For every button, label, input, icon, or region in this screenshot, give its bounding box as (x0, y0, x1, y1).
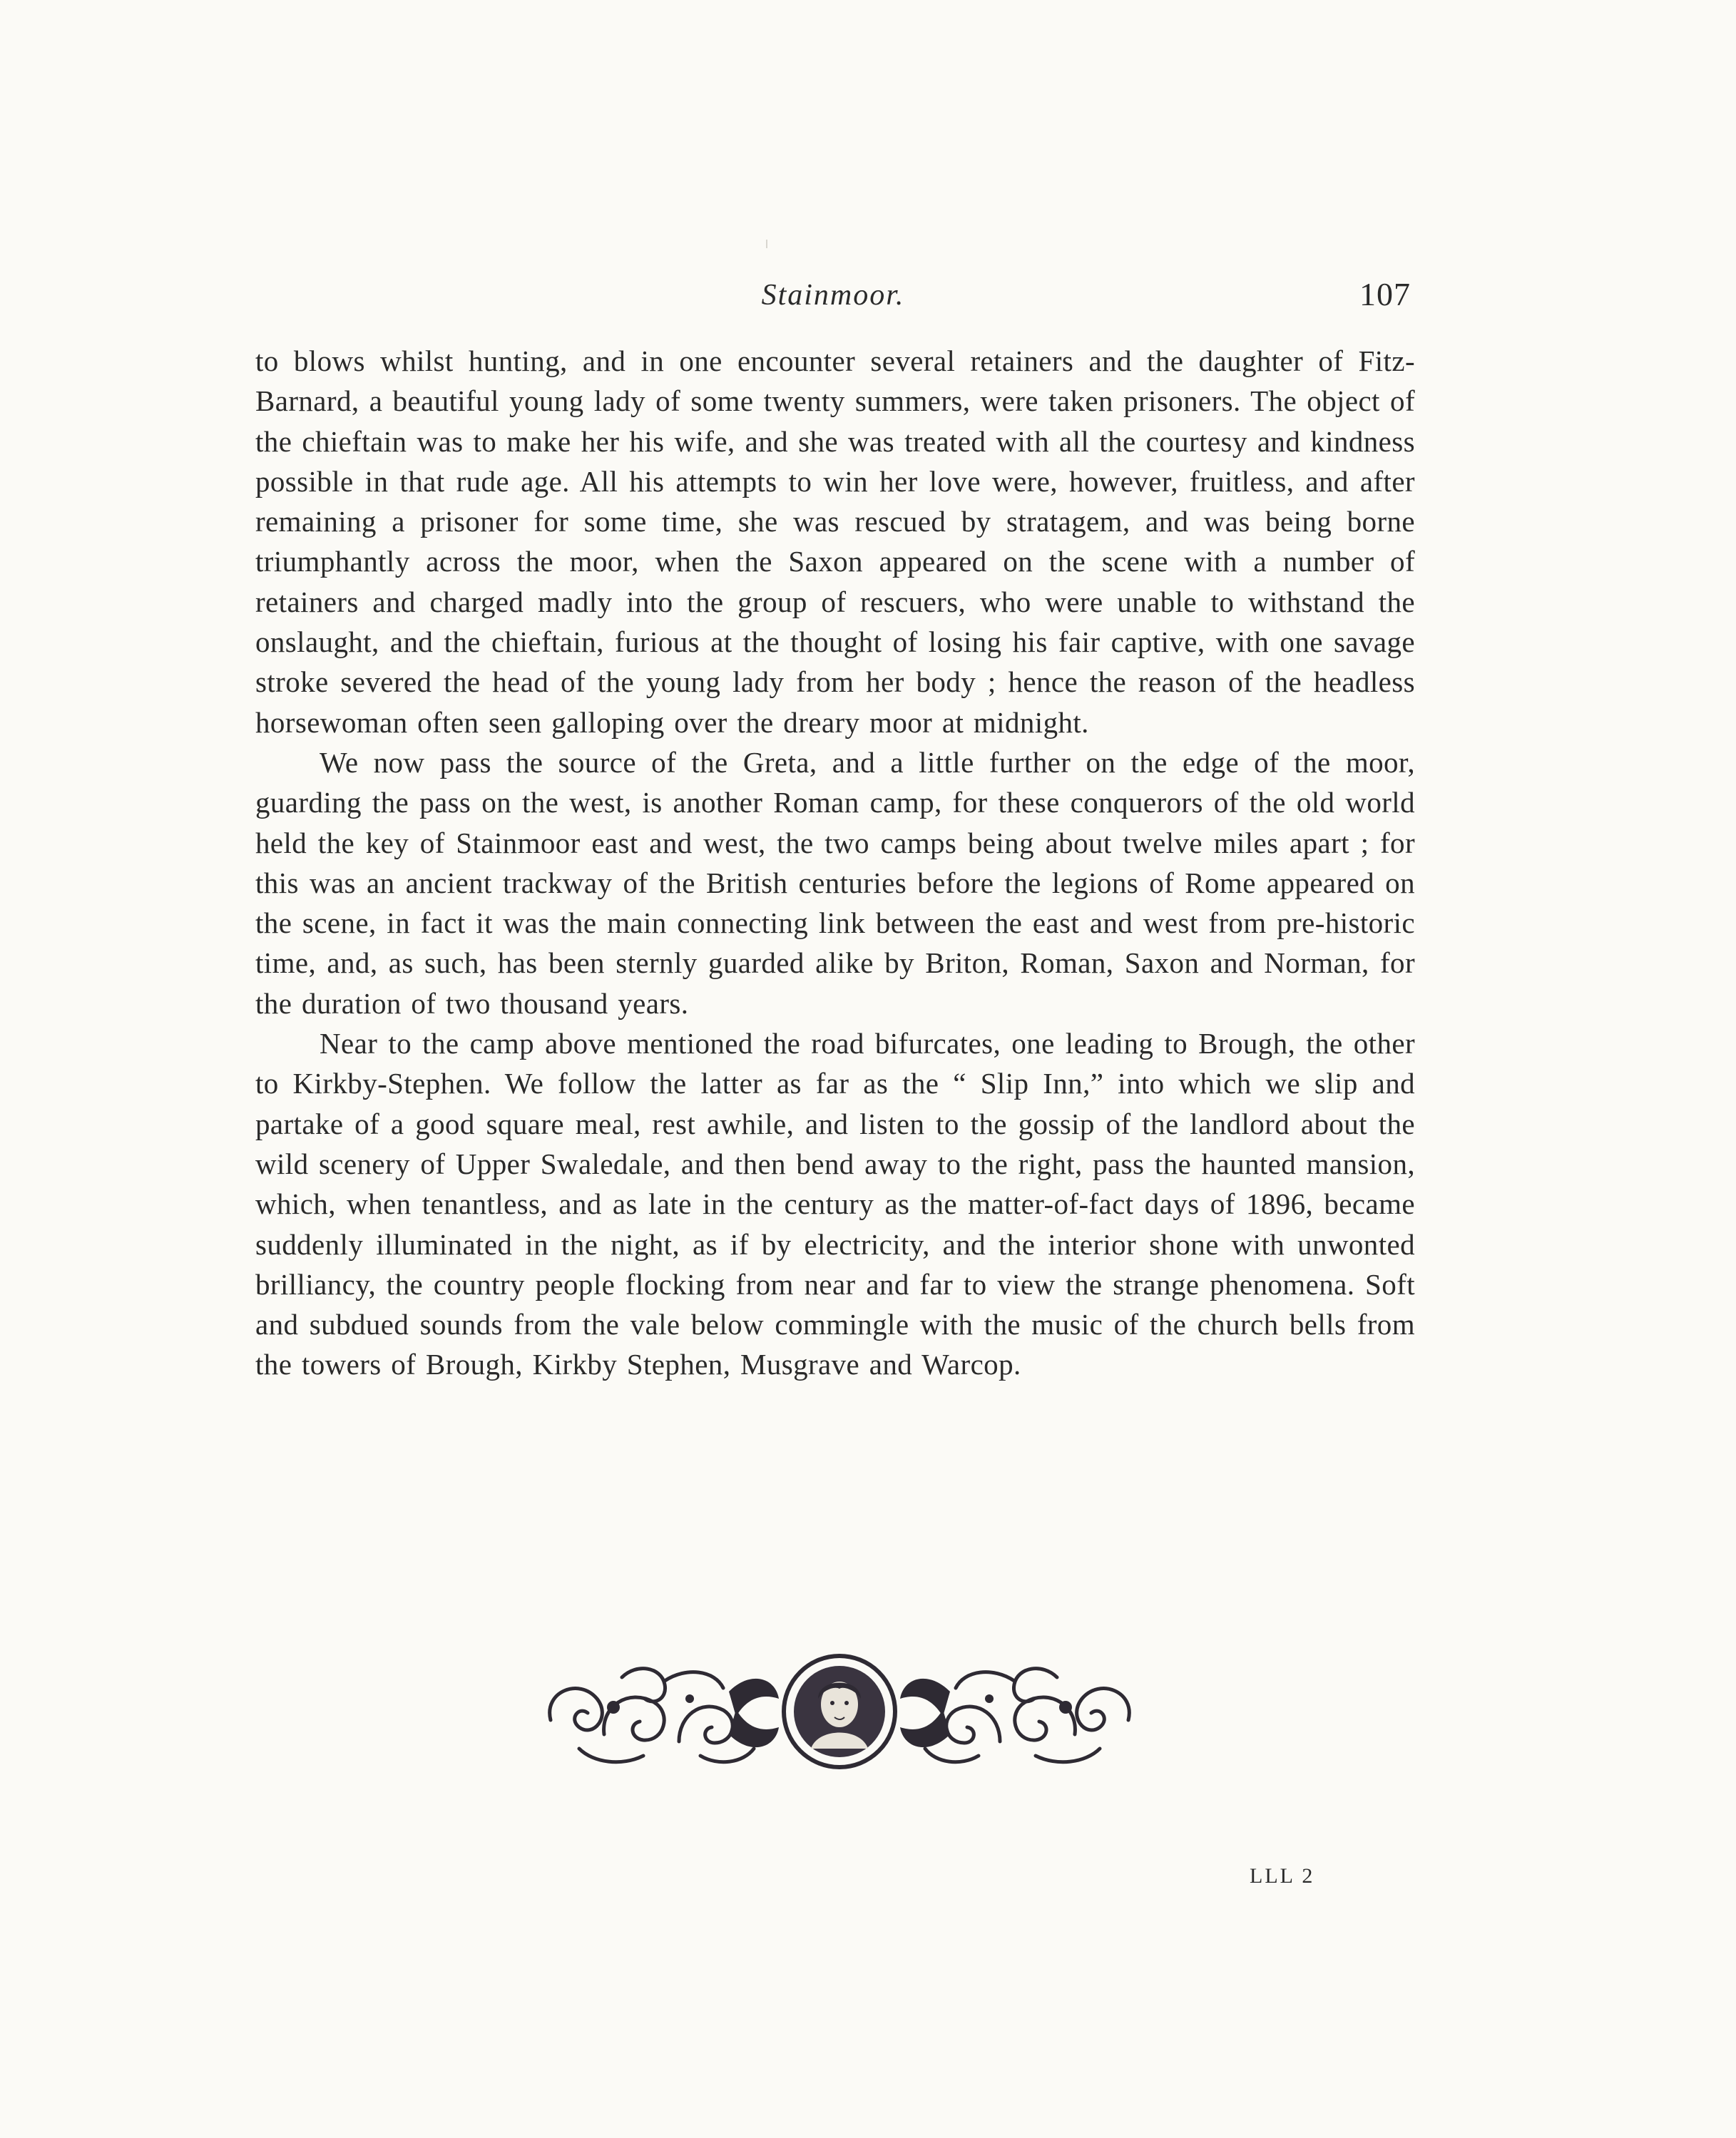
paragraph-3: Near to the camp above mentioned the road bifurcates, one leading to Brough, the other to Kirkby-Stephen. We follow the latter as far as the “ Slip Inn,” into which we slip and partake of a good square meal, rest awhile, and listen to the gossip of the landlord about the wild scenery of Upper Swaledale, and then bend away to the right, pass the haunted mansion, which, when tenantless, and as late in the century as the matter-of-fact days of 1896, became suddenly illuminated in the night, as if by electricity, and the interior shone with unwonted brilliancy, the country people flocking from near and far to view the strange phenomena. Soft and subdued sounds from the vale below commingle with the music of the church bells from the towers of Brough, Kirkby Stephen, Musgrave and Warcop. (255, 1027, 1415, 1381)
paragraph-1: to blows whilst hunting, and in one encounter several retainers and the daughter of Fitz-Barnard, a beautiful young lady of some twenty summers, were taken prisoners. The object of the chieftain was to make her his wife, and she was treated with all the courtesy and kindness possible in that rude age. All his attempts to win her love were, however, fruitless, and after remaining a prisoner for some time, she was rescued by stratagem, and was being borne triumphantly across the moor, when the Saxon appeared on the scene with a number of retainers and charged madly into the group of rescuers, who were unable to withstand the onslaught, and the chieftain, furious at the thought of losing his fair captive, with one savage stroke severed the head of the young lady from her body ; hence the reason of the headless horsewoman often seen galloping over the dreary moor at midnight. (255, 344, 1415, 739)
running-title: Stainmoor. (761, 279, 905, 312)
paragraph-2: We now pass the source of the Greta, and a little further on the edge of the moor, guarding the pass on the west, is another Roman camp, for these conquerors of the old world held the key of Stainmoor east and west, the two camps being about twelve miles apart ; for this was an ancient trackway of the British centuries before the legions of Rome appeared on the scene, in fact it was the main connecting link between the east and west from pre-historic time, and, as such, has been sternly guarded alike by Briton, Roman, Saxon and Norman, for the duration of two thousand years. (255, 745, 1415, 1020)
printer-signature: LLL 2 (1250, 1864, 1315, 1888)
body-text (255, 341, 1415, 1385)
page-header (255, 275, 1411, 318)
floral-vignette-icon (536, 1649, 1143, 1777)
page-mark (766, 240, 767, 248)
page-number: 107 (1359, 276, 1411, 312)
